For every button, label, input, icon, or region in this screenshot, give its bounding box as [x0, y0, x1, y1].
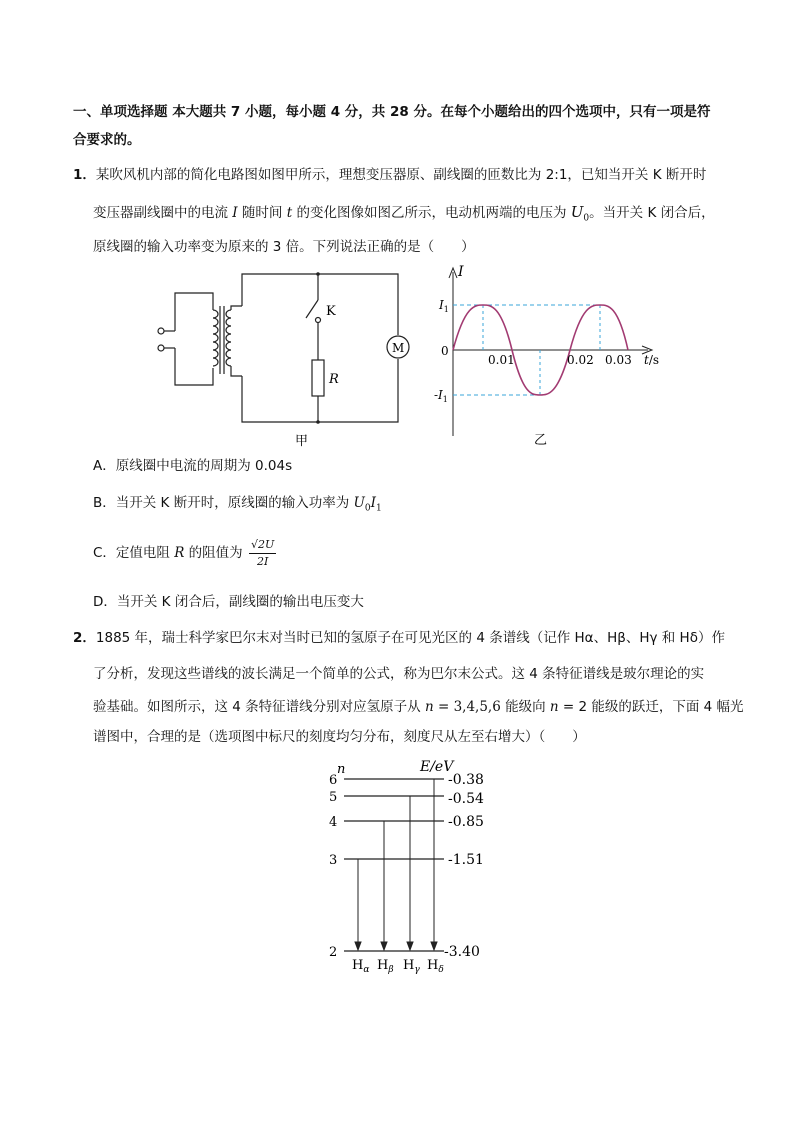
q1-line-3: 原线圈的输入功率变为原来的 3 倍。下列说法正确的是（ ）: [93, 239, 475, 255]
y-axis-label: I: [458, 264, 464, 280]
level-e-2: -3.40: [444, 944, 480, 960]
energy-level-diagram: [320, 755, 500, 980]
h-gamma-label: $H_\gamma$: [403, 958, 420, 975]
x-tick-3: 0.03: [605, 353, 632, 367]
q2-line-3: 验基础。如图所示，这 4 条特征谱线分别对应氢原子从 n = 3,4,5,6 能级向 n = 2 能级的跃迁，下面 4 幅光: [93, 699, 744, 715]
terminal-top: [158, 328, 164, 334]
q1-option-c[interactable]: C．定值电阻 R 的阻值为 $\frac{√2U}{2I}$: [93, 537, 275, 568]
q1-line-1: 1．某吹风机内部的简化电路图如图甲所示，理想变压器原、副线圈的匝数比为 2:1，已知当开关 K 断开时: [73, 167, 707, 183]
current-time-graph: [430, 262, 680, 450]
q1-option-d[interactable]: D．当开关 K 闭合后，副线圈的输出电压变大: [93, 594, 364, 610]
h-alpha-label: $H_\alpha$: [352, 958, 370, 975]
q2-line-1: 2．1885 年，瑞士科学家巴尔末对当时已知的氢原子在可见光区的 4 条谱线（记作 Hα、Hβ、Hγ 和 Hδ）作: [73, 630, 725, 646]
section-header: 一、单项选择题 本大题共 7 小题，每小题 4 分，共 28 分。在每个小题给出的四个选项中，只有一项是符: [73, 104, 711, 120]
q2-line-2: 了分析，发现这些谱线的波长满足一个简单的公式，称为巴尔末公式。这 4 条特征谱线是玻尔理论的实: [93, 666, 705, 682]
resistor-label: R: [329, 372, 339, 387]
q1-line-2: 变压器副线圈中的电流 I 随时间 t 的变化图像如图乙所示，电动机两端的电压为 $U_0$。当开关 K 闭合后，: [93, 203, 715, 224]
y-pos-label: $I_1$: [439, 298, 449, 314]
q2-line-4: 谱图中，合理的是（选项图中标尺的刻度均匀分布，刻度尺从左至右增大）（ ）: [93, 729, 586, 745]
e-axis-label: E/eV: [420, 759, 454, 775]
q1-option-a[interactable]: A．原线圈中电流的周期为 0.04s: [93, 458, 293, 474]
level-n-6: 6: [329, 773, 338, 788]
level-e-6: -0.38: [448, 772, 484, 788]
circuit-diagram: [150, 268, 415, 448]
motor-label: M: [392, 341, 405, 355]
level-e-5: -0.54: [448, 791, 484, 807]
switch-k: [306, 300, 318, 318]
terminal-bottom: [158, 345, 164, 351]
q1-option-b[interactable]: B．当开关 K 断开时，原线圈的输入功率为 $U_0I_1$: [93, 495, 382, 514]
n-axis-label: n: [337, 762, 346, 777]
level-n-3: 3: [329, 853, 338, 868]
origin-label: 0: [441, 344, 449, 358]
level-e-3: -1.51: [448, 852, 484, 868]
fraction: $\frac{√2U}{2I}$: [250, 537, 275, 568]
resistor-r: [312, 360, 324, 396]
x-tick-1: 0.01: [488, 353, 515, 367]
fig-yi-caption: 乙: [534, 433, 548, 448]
level-n-2: 2: [329, 945, 338, 960]
switch-label: K: [326, 304, 336, 319]
x-axis-label: t/s: [644, 353, 660, 367]
h-beta-label: $H_\beta$: [377, 958, 394, 975]
y-neg-label: $-I_1$: [434, 388, 448, 404]
level-e-4: -0.85: [448, 814, 484, 830]
section-header-cont: 合要求的。: [73, 132, 141, 148]
h-delta-label: $H_\delta$: [427, 958, 444, 975]
level-n-5: 5: [329, 790, 338, 805]
x-tick-2: 0.02: [567, 353, 594, 367]
level-n-4: 4: [329, 815, 338, 830]
fig-jia-caption: 甲: [295, 434, 309, 448]
